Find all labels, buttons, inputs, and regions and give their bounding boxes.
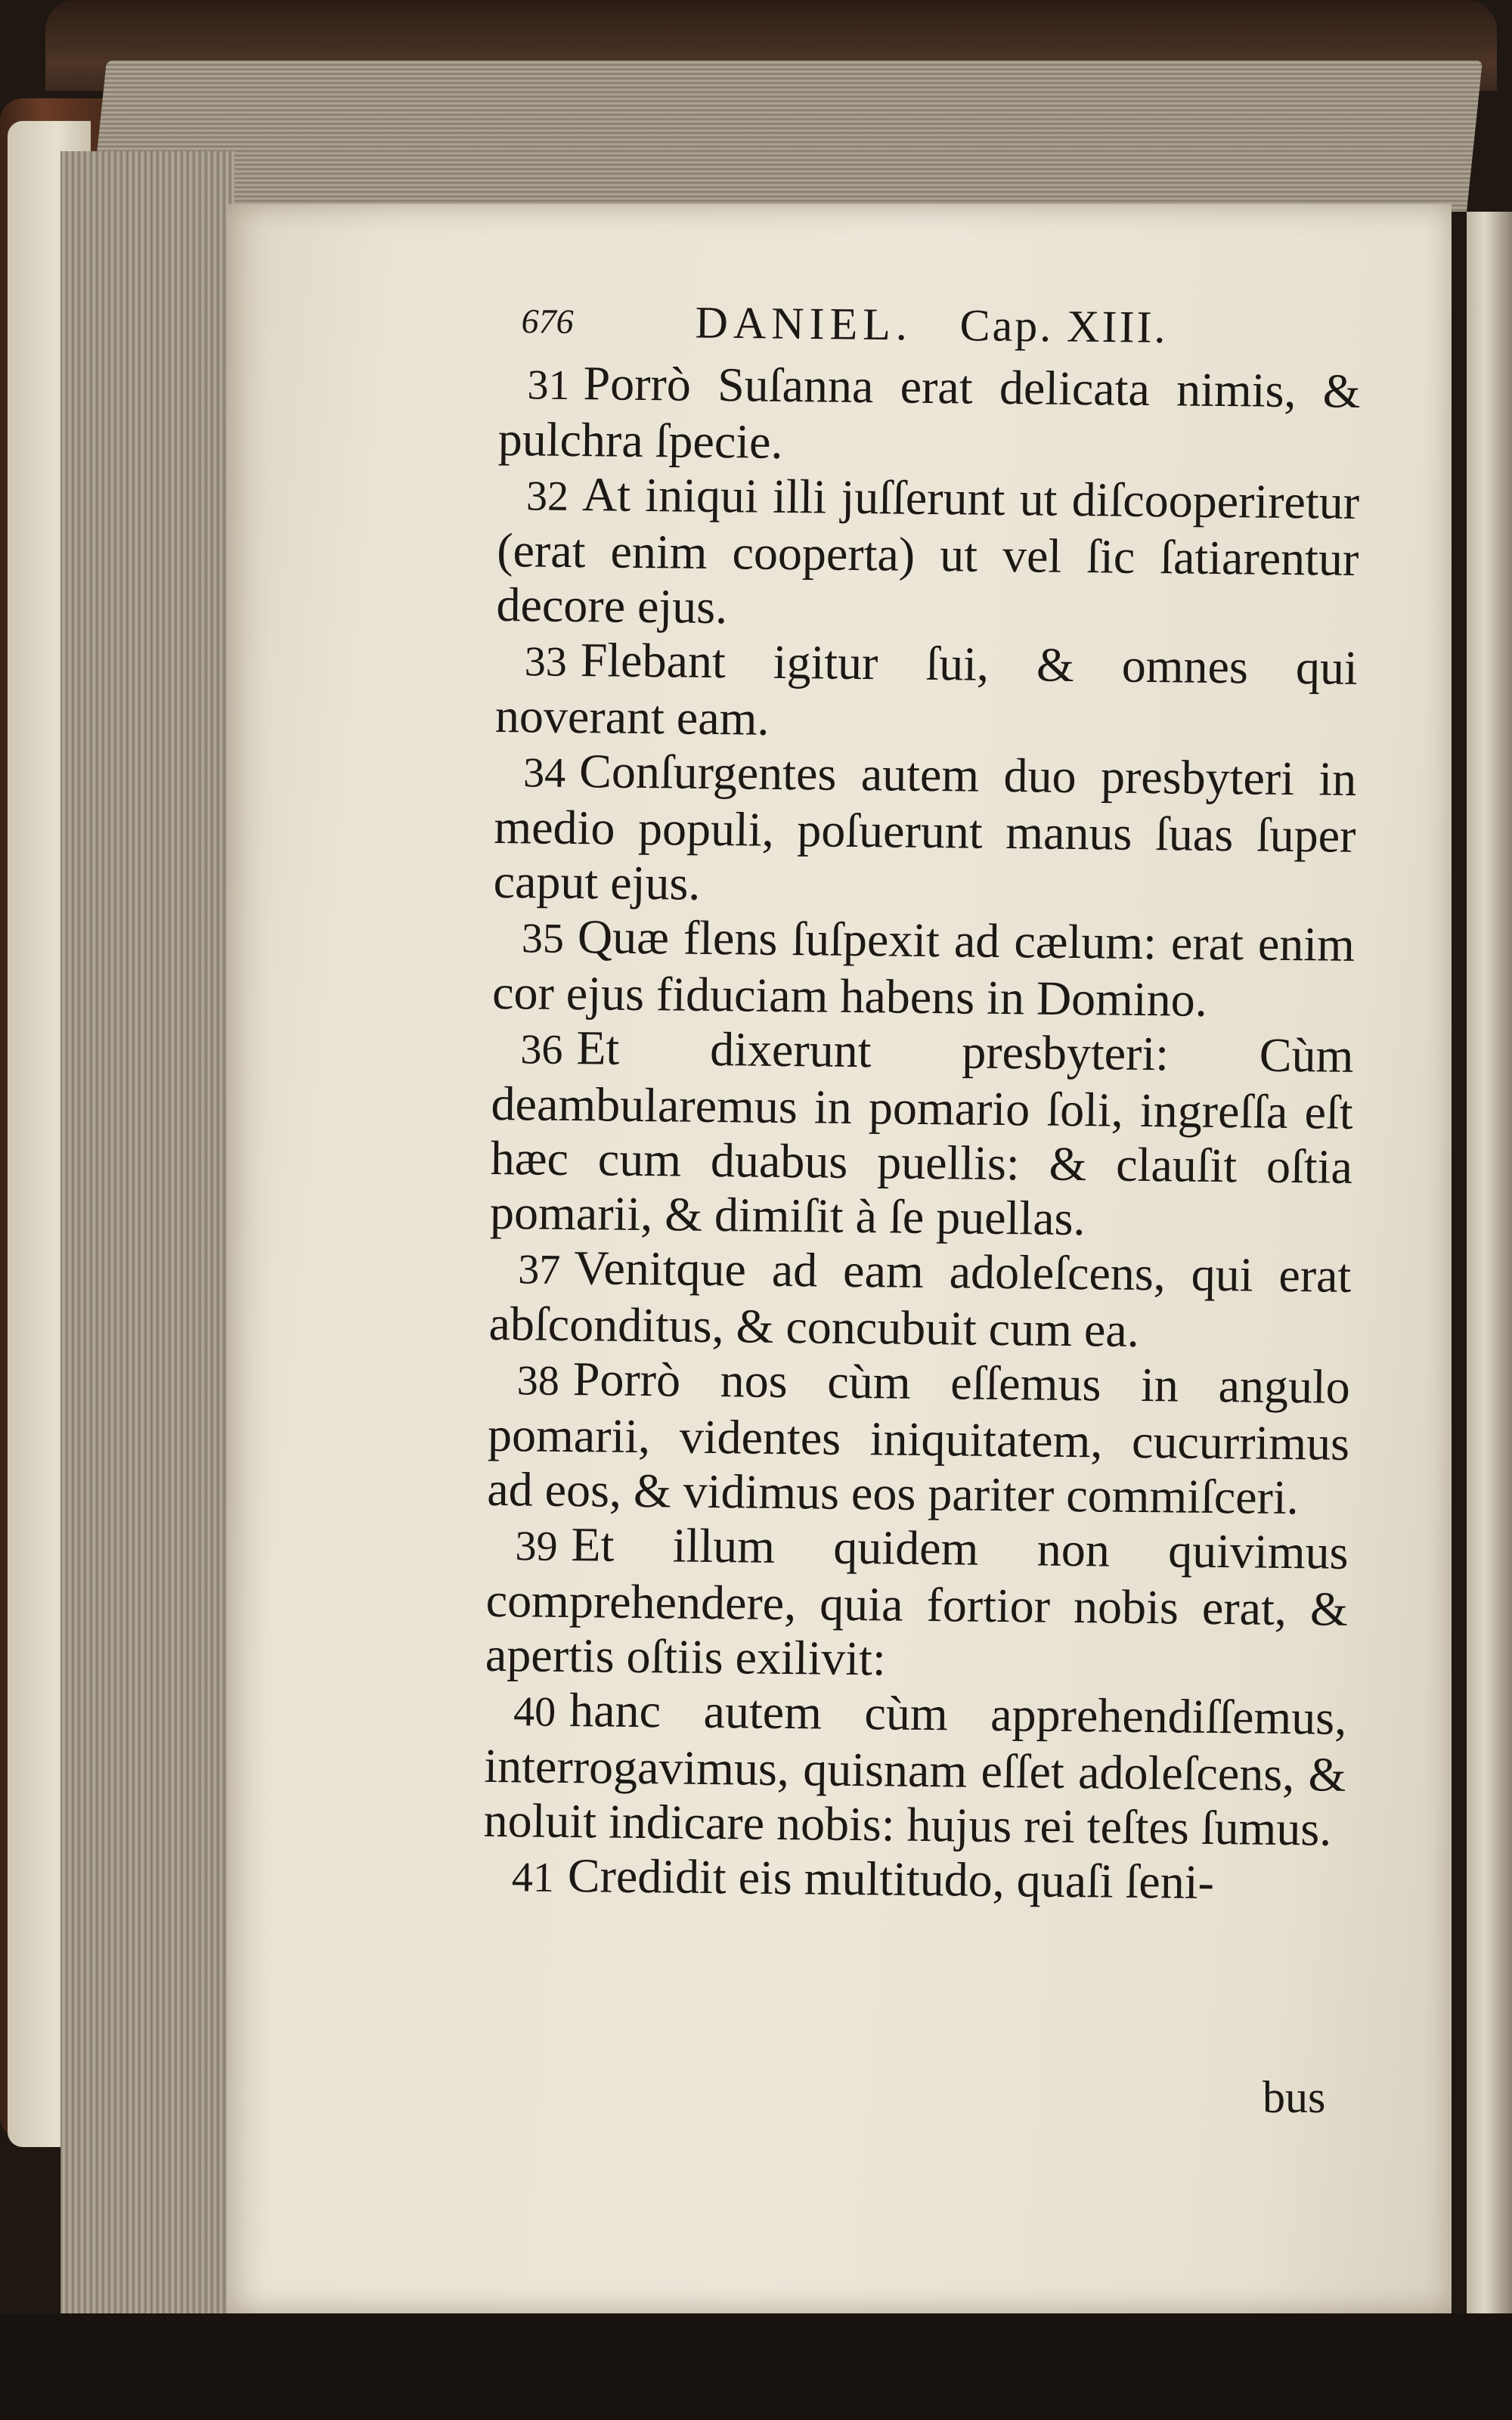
verse-36: 36 Et dixerunt presbyteri: Cùm deambularemus in pomario ſoli, ingreſſa eſt hæc cum duabus puellis: & clauſit oſtia pomarii, & dimiſit à ſe puellas. bbox=[489, 1021, 1354, 1246]
catchword: bus bbox=[1263, 2072, 1326, 2122]
verse-40: 40 hanc autem cùm apprehendiſſemus, interrogavimus, quisnam eſſet adoleſcens, & noluit indicare nobis: hujus rei teſtes ſumus. bbox=[483, 1683, 1347, 1856]
verse-32: 32 At iniqui illi juſſerunt ut diſcooperiretur (erat enim cooperta) ut vel ſic ſatiarentur decore ejus. bbox=[496, 467, 1360, 634]
verse-37: 37 Venitque ad eam adoleſcens, qui erat abſconditus, & concubuit cum ea. bbox=[488, 1241, 1352, 1357]
page-number: 676 bbox=[521, 301, 574, 341]
verse-33: 33 Flebant igitur ſui, & omnes qui noverant eam. bbox=[494, 633, 1359, 745]
page-edges-left bbox=[60, 151, 234, 2329]
verse-31: 31 Porrò Suſanna erat delicata nimis, & pulchra ſpecie. bbox=[497, 356, 1361, 469]
running-header bbox=[521, 295, 1361, 357]
verse-39: 39 Et illum quidem non quivimus comprehendere, quia fortior nobis erat, & apertis oſtiis exilivit: bbox=[485, 1517, 1349, 1686]
page-edges-top bbox=[91, 60, 1483, 212]
verse-38: 38 Porrò nos cùm eſſemus in angulo pomarii, videntes iniquitatem, cucurrimus ad eos, & vidimus eos pariter commiſceri. bbox=[486, 1352, 1351, 1525]
book-title: DANIEL. bbox=[695, 297, 913, 350]
verse-text-block bbox=[483, 355, 1361, 1913]
verse-41: 41 Credidit eis multitudo, quaſi ſeni- bbox=[511, 1848, 1215, 1910]
verse-35: 35 Quæ flens ſuſpexit ad cælum: erat enim cor ejus fiduciam habens in Domino. bbox=[491, 909, 1356, 1027]
chapter-label: Cap. XIII. bbox=[959, 300, 1168, 352]
facing-page-edge bbox=[1467, 212, 1512, 2366]
verse-34: 34 Conſurgentes autem duo presbyteri in medio populi, poſuerunt manus ſuas ſuper caput ejus. bbox=[493, 744, 1357, 910]
background-shadow bbox=[0, 2313, 1512, 2420]
